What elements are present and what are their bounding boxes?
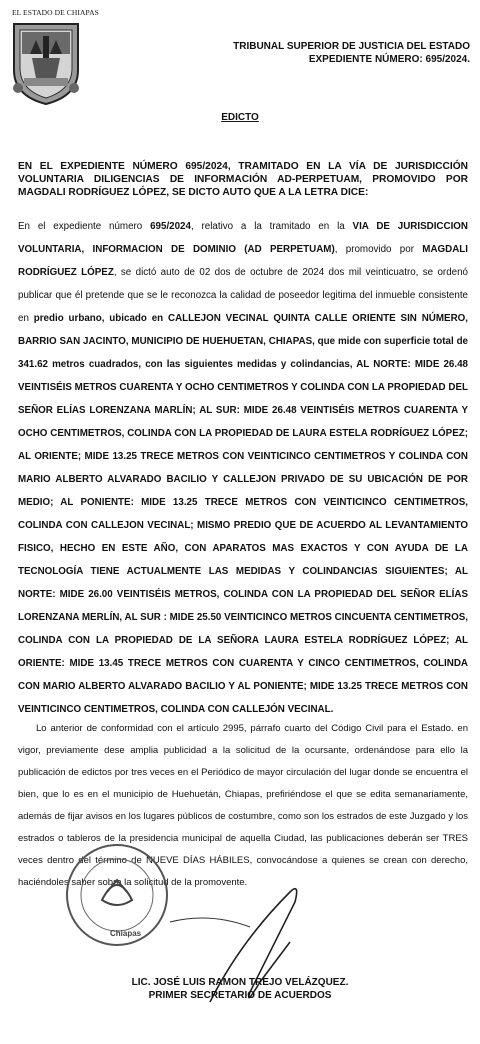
- main-text-g: , se dictó auto de 02 dos de octubre de 2024 dos mil veinticuatro, se ordenó publicar que él pretende que se le reconozca la calidad de poseedor legitima del inmueble consistente en: [18, 267, 468, 324]
- closing-text: Lo anterior de conformidad con el artículo 2995, párrafo cuarto del Código Civil para el Estado. en vigor, previamente dese amplia publicidad a la solicitud de la ocursante, ordenándose para ello la publicación de edictos por tres veces en el Periódico de mayor circulación del lugar donde se encuentra el bien, que lo es en el municipio de Huehuetán, Chiapas, prefiriéndose el que se edita semanariamente, además de fijar avisos en los lugares públicos de costumbre, como son los estrados de este Juzgado y los estrados o tableros de la presidencia municipal de aquella Ciudad, las publicaciones deberán ser TRES veces dentro del término de NUEVE DÍAS HÁBILES, convocándose a quienes se crean con derecho, haciéndoles saber sobre la solicitud de la promovente.: [18, 723, 468, 888]
- signer-name: LIC. JOSÉ LUIS RAMON TREJO VELÁZQUEZ.: [131, 977, 349, 988]
- intro-paragraph: EN EL EXPEDIENTE NÚMERO 695/2024, TRAMITADO EN LA VÍA DE JURISDICCIÓN VOLUNTARIA DILIGENCIAS DE INFORMACIÓN AD-PERPETUAM, PROMOVIDO POR MAGDALI RODRÍGUEZ LÓPEZ, SE DICTO AUTO QUE A LA LETRA DICE:: [18, 161, 468, 198]
- state-seal-icon: [10, 18, 82, 106]
- main-text-h: predio urbano, ubicado en CALLEJON VECINAL QUINTA CALLE ORIENTE SIN NÚMERO, BARRIO SAN JACINTO, MUNICIPIO DE HUEHUETAN, CHIAPAS, que mide con superficie total de 341.62 metros cuadrados, con las siguientes medidas y colindancias, AL NORTE: MIDE 26.48 VEINTISÉIS METROS CUARENTA Y OCHO CENTIMETROS Y COLINDA CON LA PROPIEDAD DEL SEÑOR ELÍAS LORENZANA MARLÍN; AL SUR: MIDE 26.48 VEINTISÉIS METROS CUARENTA Y OCHO CENTIMETROS, COLINDA CON LA PROPIEDAD DE LAURA ESTELA RODRÍGUEZ LÓPEZ; AL ORIENTE; MIDE 13.25 TRECE METROS CON VEINTICINCO CENTIMETROS Y COLINDA CON MARIO ALBERTO ALVARADO BACILIO Y CALLEJON PRIVADO DE SU UBICACIÓN DE POR MEDIO; AL PONIENTE: MIDE 13.25 TRECE METROS CON VEINTICINCO CENTIMETROS, COLINDA CON CALLEJON VECINAL; MISMO PREDIO QUE DE ACUERDO AL LEVANTAMIENTO FISICO, HECHO EN ESTE AÑO, CON APARATOS MAS EXACTOS Y CON AYUDA DE LA TECNOLOGÍA TIENE ACTUALMENTE LAS MEDIDAS Y COLINDANCIAS SIGUIENTES; AL NORTE: MIDE 26.00 VEINTISÉIS METROS, COLINDA CON LA PROPIEDAD DEL SEÑOR ELÍAS LORENZANA MERLÍN, AL SUR : MIDE 25.50 VEINTICINCO METROS CINCUENTA CENTIMETROS, COLINDA CON LA PROPIEDAD DE LA SEÑORA LAURA ESTELA RODRÍGUEZ LÓPEZ; AL ORIENTE: MIDE 13.45 TRECE METROS CON CUARENTA Y CINCO CENTIMETROS, COLINDA CON MARIO ALBERTO ALVARADO BACILIO Y AL PONIENTE; MIDE 13.25 TRECE METROS CON VEINTICINCO CENTIMETROS, COLINDA CON CALLEJÓN VECINAL.: [18, 313, 468, 715]
- document-title-text: EDICTO: [221, 112, 259, 123]
- court-header: [233, 40, 470, 66]
- document-title: [0, 112, 480, 123]
- main-text-e: , promovido por: [334, 244, 423, 255]
- main-text-c: , relativo a la tramitado en la: [190, 221, 353, 232]
- case-number: EXPEDIENTE NÚMERO: 695/2024.: [308, 54, 470, 65]
- main-text-f: MAGDALI RODRÍGUEZ LÓPEZ: [18, 244, 468, 278]
- main-paragraph: [18, 215, 468, 721]
- signer-role: PRIMER SECRETARIO DE ACUERDOS: [148, 990, 332, 1001]
- stamp-text: Chiapas: [110, 929, 142, 938]
- main-text-b: 695/2024: [150, 221, 191, 232]
- seal-caption: EL ESTADO DE CHIAPAS: [12, 8, 99, 17]
- main-text-d: VIA DE JURISDICCION VOLUNTARIA, INFORMACION DE DOMINIO (AD PERPETUAM): [18, 221, 468, 255]
- court-name: TRIBUNAL SUPERIOR DE JUSTICIA DEL ESTADO: [233, 41, 470, 52]
- main-text-a: En el expediente número: [18, 221, 151, 232]
- signature-block: [0, 976, 480, 1002]
